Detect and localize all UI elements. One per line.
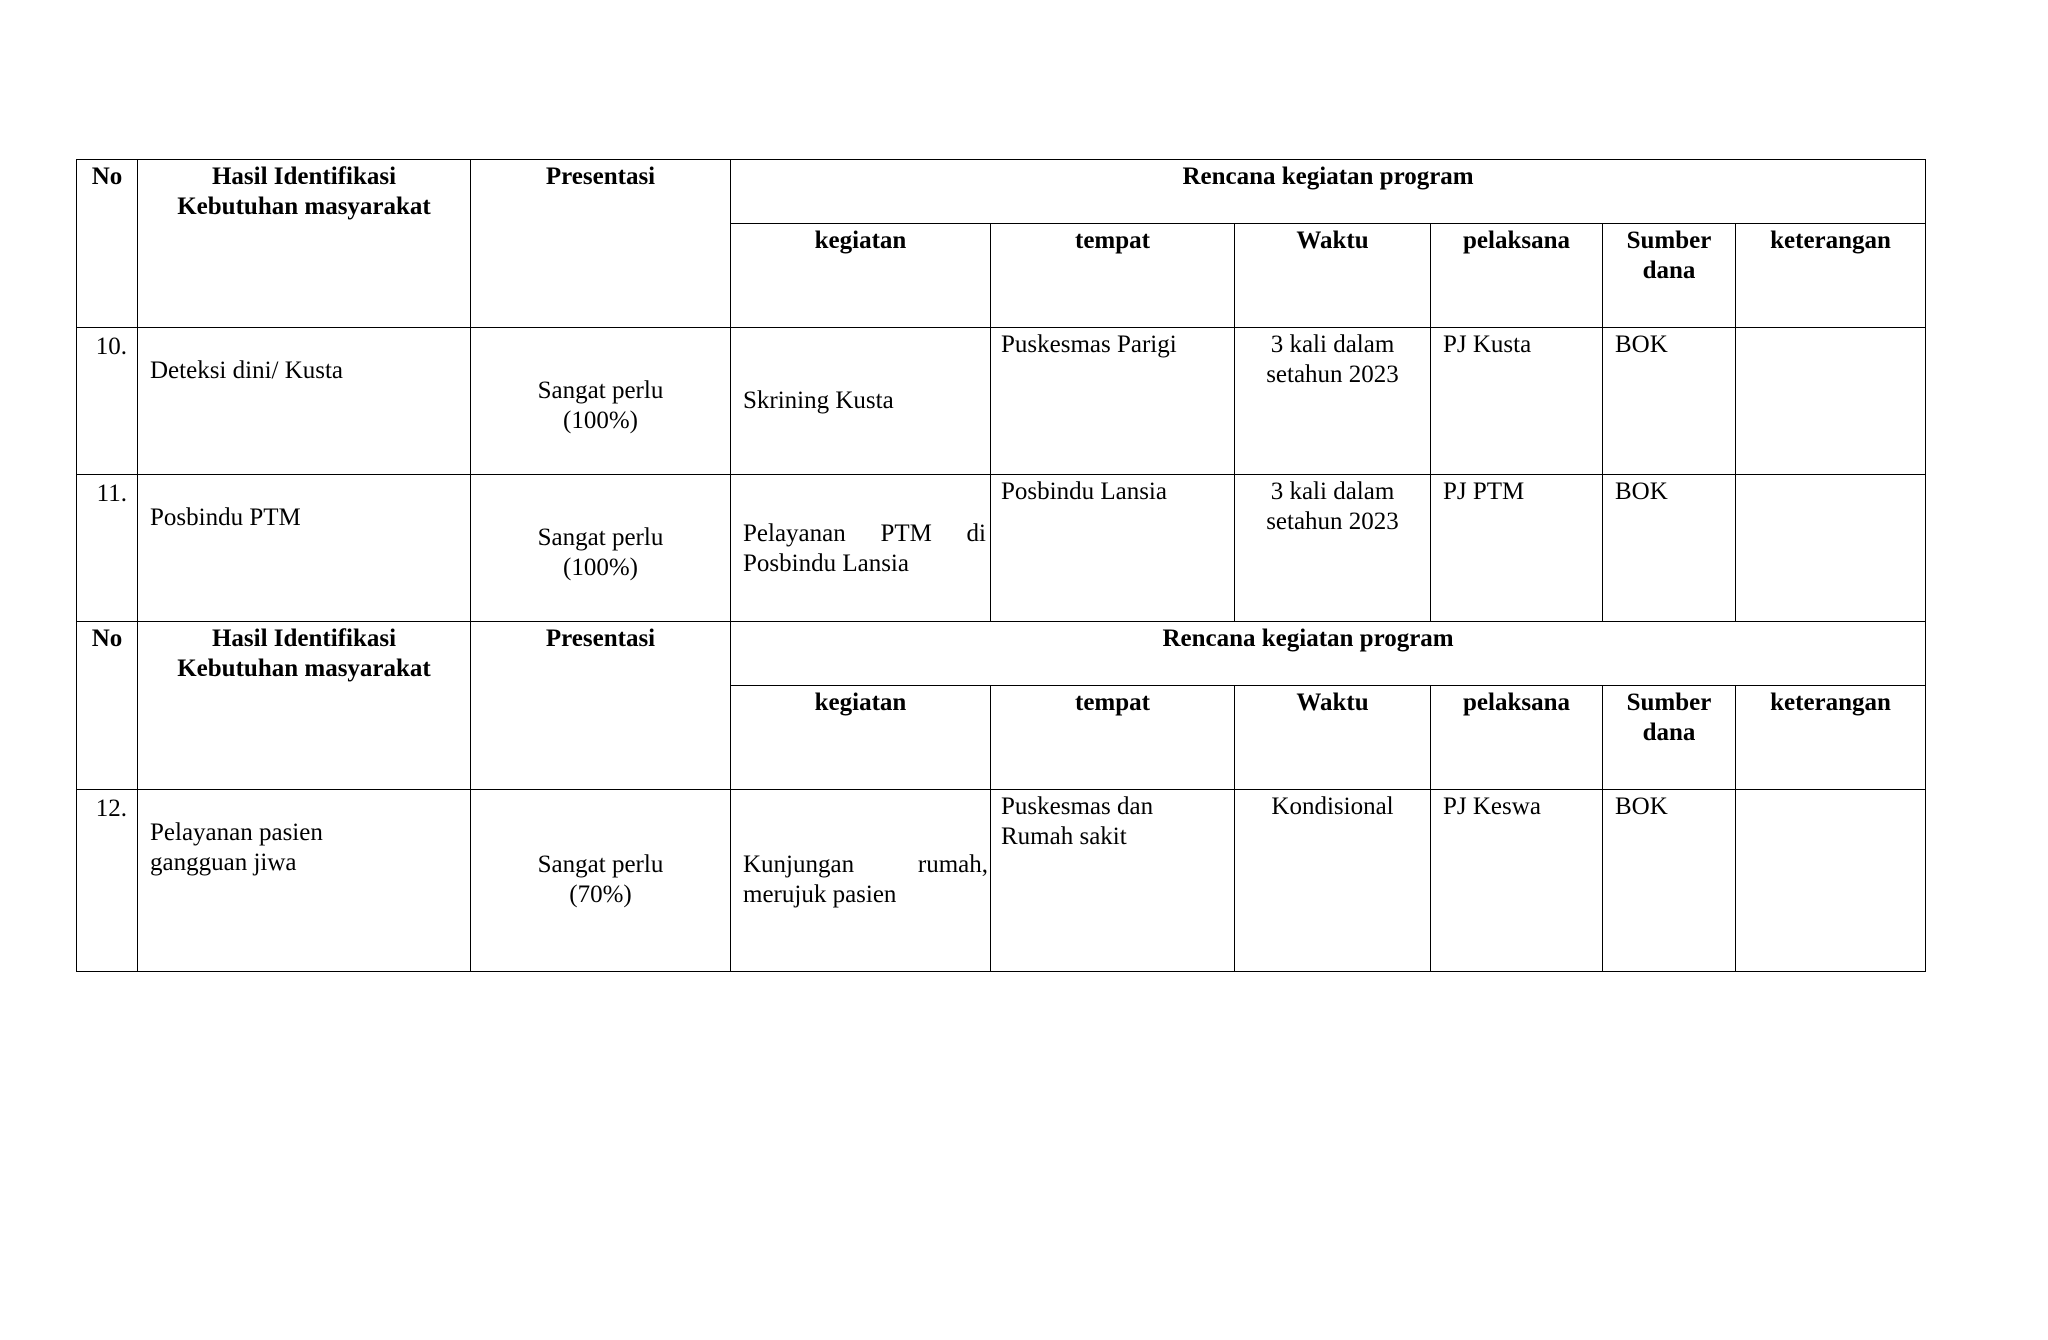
notes-cell [1736, 328, 1926, 475]
presentation-cell [471, 328, 731, 475]
header-plan: Rencana kegiatan program [731, 622, 1926, 686]
header-executor: pelaksana [1431, 686, 1603, 790]
place-cell: Posbindu Lansia [991, 475, 1235, 622]
activity-cell [731, 790, 991, 972]
notes-cell [1736, 475, 1926, 622]
presentation-text: Sangat perlu (100%) [537, 377, 664, 434]
need-cell: Posbindu PTM [138, 475, 471, 622]
table-row [77, 790, 1926, 972]
table-row [77, 328, 1926, 475]
header-executor: pelaksana [1431, 224, 1603, 328]
header-need: Hasil Identifikasi Kebutuhan masyarakat [138, 160, 471, 328]
header-notes: keterangan [1736, 224, 1926, 328]
activity-text: Pelayanan PTM di Posbindu Lansia [743, 520, 986, 577]
activity-cell [731, 475, 991, 622]
time-cell: Kondisional [1235, 790, 1431, 972]
header-presentation: Presentasi [471, 622, 731, 790]
activity-text: Skrining Kusta [743, 387, 894, 414]
presentation-text: Sangat perlu (100%) [537, 524, 664, 581]
place-cell: Puskesmas Parigi [991, 328, 1235, 475]
notes-cell [1736, 790, 1926, 972]
need-cell: Pelayanan pasien gangguan jiwa [138, 790, 471, 972]
table-row [77, 475, 1926, 622]
header-place: tempat [991, 224, 1235, 328]
executor-cell: PJ Kusta [1431, 328, 1603, 475]
place-cell: Puskesmas dan Rumah sakit [991, 790, 1235, 972]
header-time: Waktu [1235, 224, 1431, 328]
presentation-text: Sangat perlu (70%) [537, 851, 664, 908]
header-row [77, 622, 1926, 686]
activity-cell [731, 328, 991, 475]
header-no: No [77, 622, 138, 790]
header-activity: kegiatan [731, 686, 991, 790]
header-notes: keterangan [1736, 686, 1926, 790]
time-cell: 3 kali dalam setahun 2023 [1235, 328, 1431, 475]
header-plan: Rencana kegiatan program [731, 160, 1926, 224]
row-number: 10. [77, 328, 138, 475]
header-activity: kegiatan [731, 224, 991, 328]
header-presentation: Presentasi [471, 160, 731, 328]
program-plan-table [76, 159, 1926, 972]
row-number: 11. [77, 475, 138, 622]
activity-text: Kunjungan rumah, merujuk pasien [743, 851, 988, 908]
header-need: Hasil Identifikasi Kebutuhan masyarakat [138, 622, 471, 790]
need-cell: Deteksi dini/ Kusta [138, 328, 471, 475]
header-fund: Sumber dana [1603, 224, 1736, 328]
fund-cell: BOK [1603, 475, 1736, 622]
presentation-cell [471, 790, 731, 972]
fund-cell: BOK [1603, 328, 1736, 475]
row-number: 12. [77, 790, 138, 972]
header-time: Waktu [1235, 686, 1431, 790]
fund-cell: BOK [1603, 790, 1736, 972]
executor-cell: PJ Keswa [1431, 790, 1603, 972]
executor-cell: PJ PTM [1431, 475, 1603, 622]
time-cell: 3 kali dalam setahun 2023 [1235, 475, 1431, 622]
header-no: No [77, 160, 138, 328]
header-row [77, 160, 1926, 224]
header-place: tempat [991, 686, 1235, 790]
header-fund: Sumber dana [1603, 686, 1736, 790]
presentation-cell [471, 475, 731, 622]
